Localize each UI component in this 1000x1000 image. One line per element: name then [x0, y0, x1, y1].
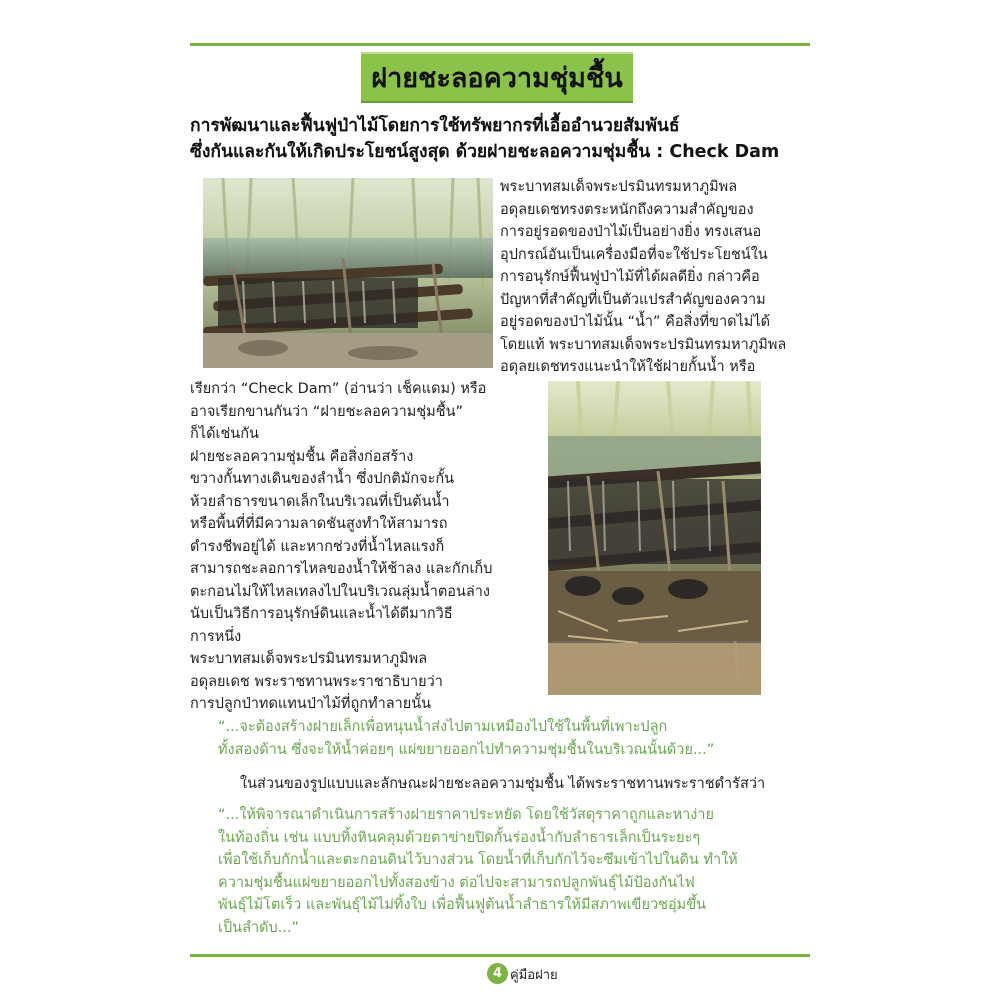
text-line: การปลูกป่าทดแทนป่าไม้ที่ถูกทำลายนั้น — [190, 696, 432, 712]
text-line: พระบาทสมเด็จพระปรมินทรมหาภูมิพล — [190, 651, 428, 667]
quote-line: ความชุ่มชื้นแผ่ขยายออกไปทั้งสองข้าง ต่อไปจะสามารถปลูกพันธุ์ไม้ป้องกันไฟ — [218, 874, 695, 891]
quote-line: เพื่อใช้เก็บกักน้ำและตะกอนดินไว้บางส่วน โดยน้ำที่เก็บกักไว้จะซึมเข้าไปในดิน ทำให้ — [218, 852, 738, 868]
text-line: การหนึ่ง — [190, 628, 242, 645]
check-dam-photo-1 — [203, 178, 493, 368]
subtitle-line: ซึ่งกันและกันให้เกิดประโยชน์สูงสุด ด้วยฝายชะลอความชุ่มชื้น : Check Dam — [190, 142, 780, 162]
text-line: หรือพื้นที่ที่มีความลาดชันสูงทำให้สามารถ — [190, 516, 448, 532]
text-line: อดุลยเดช พระราชทานพระราชาธิบายว่า — [190, 673, 443, 690]
text-line: ฝายชะลอความชุ่มชื้น คือสิ่งก่อสร้าง — [190, 448, 414, 465]
text-line: เรียกว่า “Check Dam” (อ่านว่า เช็คแดม) หรือ — [190, 381, 487, 397]
footer-label: คู่มือฝาย — [510, 968, 558, 983]
top-divider — [190, 43, 810, 46]
text-line: อดุลยเดชทรงตระหนักถึงความสำคัญของ — [500, 201, 754, 218]
subtitle — [190, 113, 830, 165]
left-column-text — [190, 378, 540, 716]
quote-line: เป็นลำดับ...” — [218, 919, 300, 936]
subtitle-line: การพัฒนาและฟื้นฟูป่าไม้โดยการใช้ทรัพยากรที่เอื้ออำนวยสัมพันธ์ — [190, 116, 680, 136]
royal-quote-2 — [218, 804, 738, 939]
text-line: นับเป็นวิธีการอนุรักษ์ดินและน้ำได้ดีมากวิธี — [190, 606, 453, 622]
quote-line: “...จะต้องสร้างฝายเล็กเพื่อหนุนน้ำส่งไปตามเหมืองไปใช้ในพื้นที่เพาะปลูก — [218, 719, 668, 735]
quote-intro: ในส่วนของรูปแบบและลักษณะฝายชะลอความชุ่มชื้น ได้พระราชทานพระราชดำรัสว่า — [240, 776, 766, 792]
page-number-badge: 4 — [487, 963, 508, 984]
text-line: อยู่รอดของป่าไม้นั้น “น้ำ” คือสิ่งที่ขาดไม่ได้ — [500, 314, 771, 330]
text-line: สามารถชะลอการไหลของน้ำให้ช้าลง และกักเก็บ — [190, 561, 493, 577]
right-column-text — [500, 176, 810, 379]
quote-line: ทั้งสองด้าน ซึ่งจะให้น้ำค่อยๆ แผ่ขยายออกไปทำความชุ่มชื้นในบริเวณนั้นด้วย...” — [218, 741, 715, 758]
royal-quote-1 — [218, 716, 714, 761]
text-line: ตะกอนไม่ให้ไหลเทลงไปในบริเวณลุ่มน้ำตอนล่าง — [190, 583, 490, 600]
check-dam-photo-2 — [548, 381, 761, 695]
text-line: การอนุรักษ์ฟื้นฟูป่าไม้ที่ได้ผลดียิ่ง กล่าวคือ — [500, 269, 760, 285]
text-line: โดยแท้ พระบาทสมเด็จพระปรมินทรมหาภูมิพล — [500, 336, 787, 353]
text-line: ปัญหาที่สำคัญที่เป็นตัวแปรสำคัญของความ — [500, 291, 766, 308]
text-line: อดุลยเดชทรงแนะนำให้ใช้ฝายกั้นน้ำ หรือ — [500, 359, 756, 375]
text-line: ห้วยลำธารขนาดเล็กในบริเวณที่เป็นต้นน้ำ — [190, 493, 450, 510]
title-banner — [361, 52, 633, 101]
text-line: ดำรงชีพอยู่ได้ และหากช่วงที่น้ำไหลแรงก็ — [190, 538, 445, 555]
quote-line: พันธุ์ไม้โตเร็ว และพันธุ์ไม้ไม่ทิ้งใบ เพื่อฟื้นฟูต้นน้ำลำธารให้มีสภาพเขียวชอุ่มขึ้น — [218, 897, 707, 913]
text-line: อุปกรณ์อันเป็นเครื่องมือที่จะใช้ประโยชน์ใน — [500, 246, 768, 263]
quote-line: ในท้องถิ่น เช่น แบบทิ้งหินคลุมด้วยตาข่ายปิดกั้นร่องน้ำกับลำธารเล็กเป็นระยะๆ — [218, 829, 701, 846]
text-line: ก็ได้เช่นกัน — [190, 426, 259, 442]
bottom-divider — [190, 954, 810, 957]
text-line: พระบาทสมเด็จพระปรมินทรมหาภูมิพล — [500, 179, 738, 195]
quote-line: “...ให้พิจารณาดำเนินการสร้างฝายราคาประหยัด โดยใช้วัสดุราคาถูกและหาง่าย — [218, 807, 715, 823]
page-title: ฝายชะลอความชุ่มชื้น — [371, 63, 623, 94]
text-line: อาจเรียกขานกันว่า “ฝายชะลอความชุ่มชื้น” — [190, 403, 463, 420]
text-line: ขวางกั้นทางเดินของลำน้ำ ซึ่งปกติมักจะกั้น — [190, 471, 455, 487]
text-line: การอยู่รอดของป่าไม้เป็นอย่างยิ่ง ทรงเสนอ — [500, 224, 762, 240]
